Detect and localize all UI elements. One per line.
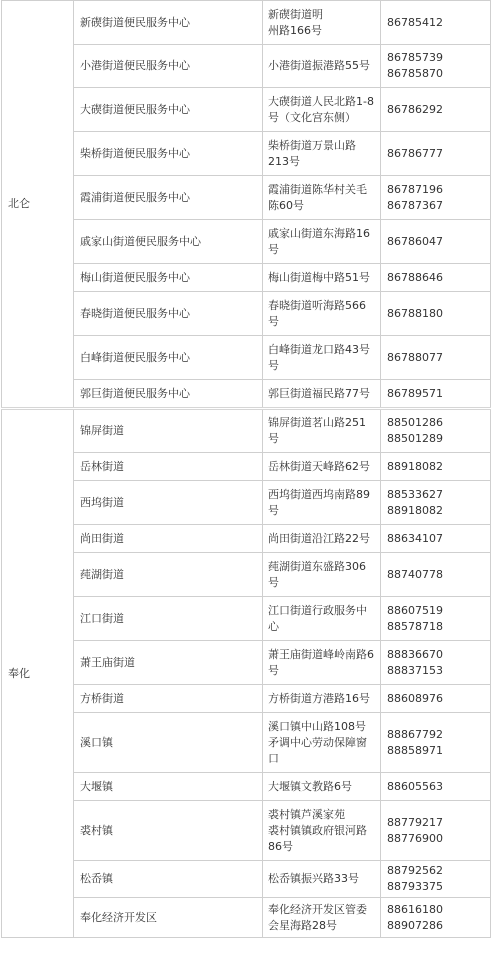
- address-cell: [263, 525, 381, 553]
- address-cell: [263, 336, 381, 380]
- phone-number: 86788077: [387, 350, 443, 364]
- fenghua-table: [1, 407, 491, 938]
- address-line: 尚田街道沿江路22号: [268, 531, 370, 545]
- address-line: 号: [268, 575, 279, 589]
- phone-number: 88918082: [387, 503, 443, 517]
- table-row: [2, 713, 491, 773]
- address-cell: [263, 773, 381, 801]
- table-row: [2, 481, 491, 525]
- address-line: 213号: [268, 154, 300, 168]
- phone-number: 86788646: [387, 270, 443, 284]
- address-line: 松岙镇振兴路33号: [268, 872, 359, 885]
- address-cell: [263, 481, 381, 525]
- phone-number: 88776900: [387, 831, 443, 845]
- address-line: 方桥街道方港路16号: [268, 691, 370, 705]
- table-row: [2, 525, 491, 553]
- phone-number: 88607519: [387, 603, 443, 617]
- table-row: [2, 898, 491, 938]
- phone-cell: [381, 481, 491, 525]
- address-line: 号（文化宫东侧）: [268, 110, 356, 124]
- address-cell: [263, 45, 381, 88]
- phone-number: 88867792: [387, 727, 443, 741]
- phone-number: 86786292: [387, 102, 443, 116]
- address-cell: [263, 453, 381, 481]
- service-center-name: 方桥街道: [74, 685, 263, 713]
- phone-number: 88634107: [387, 531, 443, 545]
- table-row: [2, 1, 491, 45]
- address-cell: [263, 264, 381, 292]
- phone-cell: [381, 861, 491, 898]
- service-center-name: 大堰镇: [74, 773, 263, 801]
- address-line: 戚家山街道东海路16: [268, 226, 370, 240]
- phone-cell: [381, 453, 491, 481]
- address-cell: [263, 176, 381, 220]
- address-line: 岳林街道天峰路62号: [268, 459, 370, 473]
- address-line: 锦屏街道茗山路251: [268, 416, 366, 429]
- phone-number: 86786777: [387, 146, 443, 160]
- service-center-name: 霞浦街道便民服务中心: [74, 176, 263, 220]
- address-line: 新碶街道明: [268, 7, 323, 21]
- address-line: 霞浦街道陈华村关毛: [268, 182, 367, 196]
- phone-number: 88501289: [387, 432, 443, 445]
- phone-number: 86785412: [387, 15, 443, 29]
- phone-number: 88578718: [387, 619, 443, 633]
- address-cell: [263, 641, 381, 685]
- phone-number: 86785739: [387, 51, 443, 64]
- address-cell: [263, 553, 381, 597]
- address-line: 号: [268, 242, 279, 256]
- address-line: 裘村镇镇政府银河路: [268, 823, 367, 837]
- address-line: 奉化经济开发区管委: [268, 902, 367, 916]
- table-row: [2, 641, 491, 685]
- phone-number: 86786047: [387, 234, 443, 248]
- service-center-name: 春晓街道便民服务中心: [74, 292, 263, 336]
- phone-number: 88501286: [387, 416, 443, 429]
- phone-number: 88605563: [387, 779, 443, 793]
- district-cell: 北仑: [2, 1, 74, 408]
- address-line: 裘村镇芦溪家苑: [268, 807, 345, 821]
- table-row: [2, 553, 491, 597]
- phone-cell: [381, 641, 491, 685]
- address-cell: [263, 898, 381, 938]
- phone-cell: [381, 685, 491, 713]
- service-center-name: 郭巨街道便民服务中心: [74, 380, 263, 408]
- phone-number: 88608976: [387, 691, 443, 705]
- address-line: 萧王庙街道峰岭南路6: [268, 647, 374, 661]
- address-line: 矛调中心劳动保障窗: [268, 735, 367, 749]
- phone-number: 88858971: [387, 743, 443, 757]
- phone-cell: [381, 88, 491, 132]
- address-line: 小港街道振港路55号: [268, 59, 370, 72]
- address-line: 白峰街道龙口路43号: [268, 342, 370, 356]
- address-line: 陈60号: [268, 198, 304, 212]
- address-line: 梅山街道梅中路51号: [268, 270, 370, 284]
- table-row: [2, 773, 491, 801]
- phone-cell: [381, 220, 491, 264]
- service-center-name: 白峰街道便民服务中心: [74, 336, 263, 380]
- phone-cell: [381, 898, 491, 938]
- phone-cell: [381, 773, 491, 801]
- phone-cell: [381, 525, 491, 553]
- address-line: 号: [268, 358, 279, 372]
- address-line: 会星海路28号: [268, 918, 337, 932]
- address-line: 莼湖街道东盛路306: [268, 559, 366, 573]
- phone-cell: [381, 292, 491, 336]
- address-line: 号: [268, 503, 279, 517]
- phone-cell: [381, 176, 491, 220]
- service-center-name: 岳林街道: [74, 453, 263, 481]
- service-center-name: 柴桥街道便民服务中心: [74, 132, 263, 176]
- service-center-name: 新碶街道便民服务中心: [74, 1, 263, 45]
- address-line: 春晓街道听海路566: [268, 298, 366, 312]
- phone-cell: [381, 264, 491, 292]
- phone-number: 86787196: [387, 182, 443, 196]
- address-line: 号: [268, 663, 279, 677]
- service-center-name: 西坞街道: [74, 481, 263, 525]
- district-cell: 奉化: [2, 409, 74, 938]
- service-center-name: 松岙镇: [74, 861, 263, 898]
- address-line: 心: [268, 619, 279, 633]
- table-row: [2, 292, 491, 336]
- address-line: 86号: [268, 839, 293, 853]
- address-line: 大碶街道人民北路1-8: [268, 94, 374, 108]
- address-line: 号: [268, 314, 279, 328]
- service-center-name: 裘村镇: [74, 801, 263, 861]
- address-line: 大堰镇文教路6号: [268, 779, 352, 793]
- phone-number: 88792562: [387, 864, 443, 877]
- table-row: [2, 336, 491, 380]
- phone-cell: [381, 132, 491, 176]
- table-row: [2, 861, 491, 898]
- phone-cell: [381, 801, 491, 861]
- address-cell: [263, 713, 381, 773]
- phone-cell: [381, 336, 491, 380]
- phone-cell: [381, 597, 491, 641]
- service-center-name: 奉化经济开发区: [74, 898, 263, 938]
- table-row: [2, 45, 491, 88]
- phone-cell: [381, 713, 491, 773]
- table-row: [2, 685, 491, 713]
- service-center-name: 江口街道: [74, 597, 263, 641]
- address-line: 口: [268, 751, 279, 765]
- table-row: [2, 264, 491, 292]
- phone-number: 86785870: [387, 67, 443, 80]
- service-center-name: 梅山街道便民服务中心: [74, 264, 263, 292]
- phone-cell: [381, 409, 491, 453]
- service-center-name: 莼湖街道: [74, 553, 263, 597]
- address-line: 溪口镇中山路108号: [268, 719, 366, 733]
- address-cell: [263, 597, 381, 641]
- fenghua-body: [2, 409, 491, 938]
- address-line: 西坞街道西坞南路89: [268, 487, 370, 501]
- table-row: [2, 801, 491, 861]
- address-cell: [263, 1, 381, 45]
- phone-number: 88918082: [387, 459, 443, 473]
- address-line: 柴桥街道万景山路: [268, 138, 356, 152]
- phone-number: 88533627: [387, 487, 443, 501]
- phone-number: 88740778: [387, 567, 443, 581]
- service-center-name: 小港街道便民服务中心: [74, 45, 263, 88]
- beilun-body: [2, 1, 491, 408]
- phone-number: 88836670: [387, 647, 443, 661]
- phone-number: 86787367: [387, 198, 443, 212]
- table-row: [2, 220, 491, 264]
- address-cell: [263, 861, 381, 898]
- address-line: 江口街道行政服务中: [268, 603, 367, 617]
- table-row: [2, 132, 491, 176]
- service-center-name: 萧王庙街道: [74, 641, 263, 685]
- address-cell: [263, 132, 381, 176]
- service-center-name: 溪口镇: [74, 713, 263, 773]
- table-row: [2, 88, 491, 132]
- phone-number: 88616180: [387, 902, 443, 916]
- service-center-name: 大碶街道便民服务中心: [74, 88, 263, 132]
- address-cell: [263, 801, 381, 861]
- table-row: [2, 453, 491, 481]
- phone-cell: [381, 1, 491, 45]
- table-row: [2, 380, 491, 408]
- table-row: [2, 409, 491, 453]
- phone-cell: [381, 553, 491, 597]
- service-center-name: 锦屏街道: [74, 409, 263, 453]
- phone-number: 86788180: [387, 306, 443, 320]
- phone-cell: [381, 45, 491, 88]
- table-row: [2, 176, 491, 220]
- address-line: 号: [268, 432, 279, 445]
- address-line: 郭巨街道福民路77号: [268, 386, 370, 400]
- address-cell: [263, 220, 381, 264]
- address-cell: [263, 380, 381, 408]
- phone-number: 88793375: [387, 880, 443, 893]
- phone-number: 88779217: [387, 815, 443, 829]
- table-row: [2, 597, 491, 641]
- service-center-name: 尚田街道: [74, 525, 263, 553]
- phone-cell: [381, 380, 491, 408]
- phone-number: 86789571: [387, 386, 443, 400]
- address-cell: [263, 292, 381, 336]
- service-center-name: 戚家山街道便民服务中心: [74, 220, 263, 264]
- beilun-table: [1, 0, 491, 408]
- address-cell: [263, 409, 381, 453]
- address-cell: [263, 88, 381, 132]
- address-cell: [263, 685, 381, 713]
- address-line: 州路166号: [268, 23, 322, 37]
- phone-number: 88907286: [387, 918, 443, 932]
- phone-number: 88837153: [387, 663, 443, 677]
